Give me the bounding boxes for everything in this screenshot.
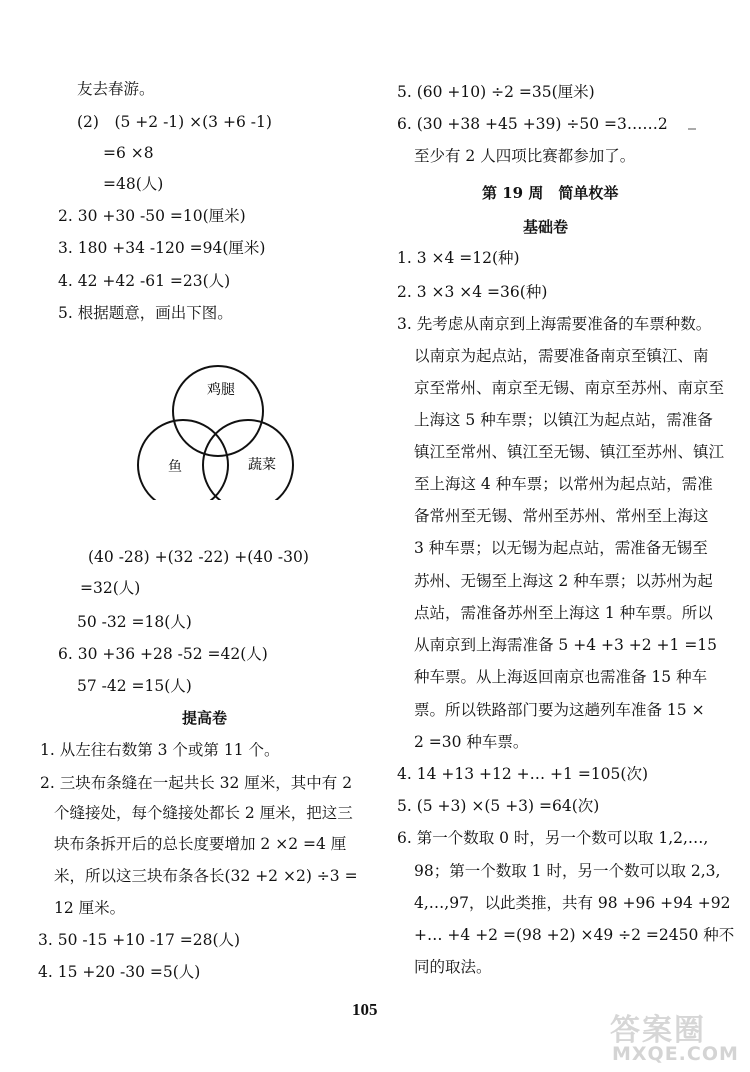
text-line: 6. 第一个数取 0 时，另一个数可以取 1,2,…, xyxy=(397,829,709,847)
venn-label-left: 鱼 xyxy=(168,459,182,475)
text-line: 57 -42 =15(人) xyxy=(77,677,192,695)
text-line: 个缝接处，每个缝接处都长 2 厘米，把这三 xyxy=(54,804,353,822)
text-line: 京至常州、南京至无锡、南京至苏州、南京至 xyxy=(414,379,725,397)
text-line: 3. 180 +34 -120 =94(厘米) xyxy=(58,239,266,257)
text-line: 6. 30 +36 +28 -52 =42(人) xyxy=(58,645,268,663)
section-heading: 第 19 周 简单枚举 xyxy=(482,184,619,202)
section-heading: 提高卷 xyxy=(182,709,228,727)
venn-diagram xyxy=(135,360,295,500)
text-line: 点站，需准备苏州至上海这 1 种车票。所以 xyxy=(414,604,713,622)
text-line: 5. 根据题意，画出下图。 xyxy=(58,304,233,322)
text-line: 98；第一个数取 1 时，另一个数可以取 2,3, xyxy=(414,862,721,880)
text-line: 以南京为起点站，需要准备南京至镇江、南 xyxy=(414,347,709,365)
text-line: 4. 15 +20 -30 =5(人) xyxy=(38,963,201,981)
text-line: 3. 50 -15 +10 -17 =28(人) xyxy=(38,931,241,949)
text-line: 米，所以这三块布条各长(32 +2 ×2) ÷3 = xyxy=(54,867,358,885)
text-line: 块布条拆开后的总长度要增加 2 ×2 =4 厘 xyxy=(54,835,347,853)
text-line: (2) (5 +2 -1) ×(3 +6 -1) xyxy=(77,113,272,131)
watermark-url: MXQE.COM xyxy=(612,1043,739,1065)
text-line: 至上海这 4 种车票；以常州为起点站，需准 xyxy=(414,475,713,493)
text-line: (40 -28) +(32 -22) +(40 -30) xyxy=(88,548,309,566)
text-line: 4. 14 +13 +12 +… +1 =105(次) xyxy=(397,765,648,783)
text-line: 1. 从左往右数第 3 个或第 11 个。 xyxy=(40,741,280,759)
text-line: =6 ×8 xyxy=(103,144,154,162)
scan-mark xyxy=(688,128,696,130)
text-line: 镇江至常州、镇江至无锡、镇江至苏州、镇江 xyxy=(414,443,725,461)
section-heading: 基础卷 xyxy=(523,218,569,236)
watermark xyxy=(610,1005,742,1067)
text-line: 从南京到上海需准备 5 +4 +3 +2 +1 =15 xyxy=(414,636,718,654)
text-line: 3 种车票；以无锡为起点站，需准备无锡至 xyxy=(414,539,708,557)
text-line: =32(人) xyxy=(80,579,141,597)
venn-circle-left xyxy=(138,420,228,500)
page-number: 105 xyxy=(352,1000,378,1019)
text-line: 2 =30 种车票。 xyxy=(414,733,529,751)
text-line: 种车票。从上海返回南京也需准备 15 种车 xyxy=(414,668,708,686)
text-line: =48(人) xyxy=(103,175,164,193)
text-line: 50 -32 =18(人) xyxy=(77,613,192,631)
text-line: 5. (60 +10) ÷2 =35(厘米) xyxy=(397,83,595,101)
text-line: 2. 3 ×3 ×4 =36(种) xyxy=(397,283,548,301)
text-line: 6. (30 +38 +45 +39) ÷50 =3……2 xyxy=(397,115,668,133)
text-line: +… +4 +2 =(98 +2) ×49 ÷2 =2450 种不 xyxy=(414,926,735,944)
text-line: 票。所以铁路部门要为这趟列车准备 15 × xyxy=(414,701,705,719)
text-line: 4. 42 +42 -61 =23(人) xyxy=(58,272,231,290)
text-line: 上海这 5 种车票；以镇江为起点站，需准备 xyxy=(414,411,713,429)
text-line: 2. 30 +30 -50 =10(厘米) xyxy=(58,207,246,225)
venn-circle-top xyxy=(173,366,263,456)
text-line: 5. (5 +3) ×(5 +3) =64(次) xyxy=(397,797,600,815)
text-line: 4,…,97，以此类推，共有 98 +96 +94 +92 xyxy=(414,894,731,912)
text-line: 2. 三块布条缝在一起共长 32 厘米，其中有 2 xyxy=(40,774,353,792)
watermark-logo-text: 答案圈 xyxy=(610,1013,706,1048)
text-line: 备常州至无锡、常州至苏州、常州至上海这 xyxy=(414,507,709,525)
text-line: 苏州、无锡至上海这 2 种车票；以苏州为起 xyxy=(414,572,713,590)
text-line: 12 厘米。 xyxy=(54,899,126,917)
text-line: 3. 先考虑从南京到上海需要准备的车票种数。 xyxy=(397,315,712,333)
text-line: 至少有 2 人四项比赛都参加了。 xyxy=(414,147,636,165)
text-line: 友去春游。 xyxy=(77,80,155,98)
venn-label-top: 鸡腿 xyxy=(207,382,235,398)
venn-label-right: 蔬菜 xyxy=(248,457,276,473)
text-line: 1. 3 ×4 =12(种) xyxy=(397,249,520,267)
text-line: 同的取法。 xyxy=(414,958,492,976)
